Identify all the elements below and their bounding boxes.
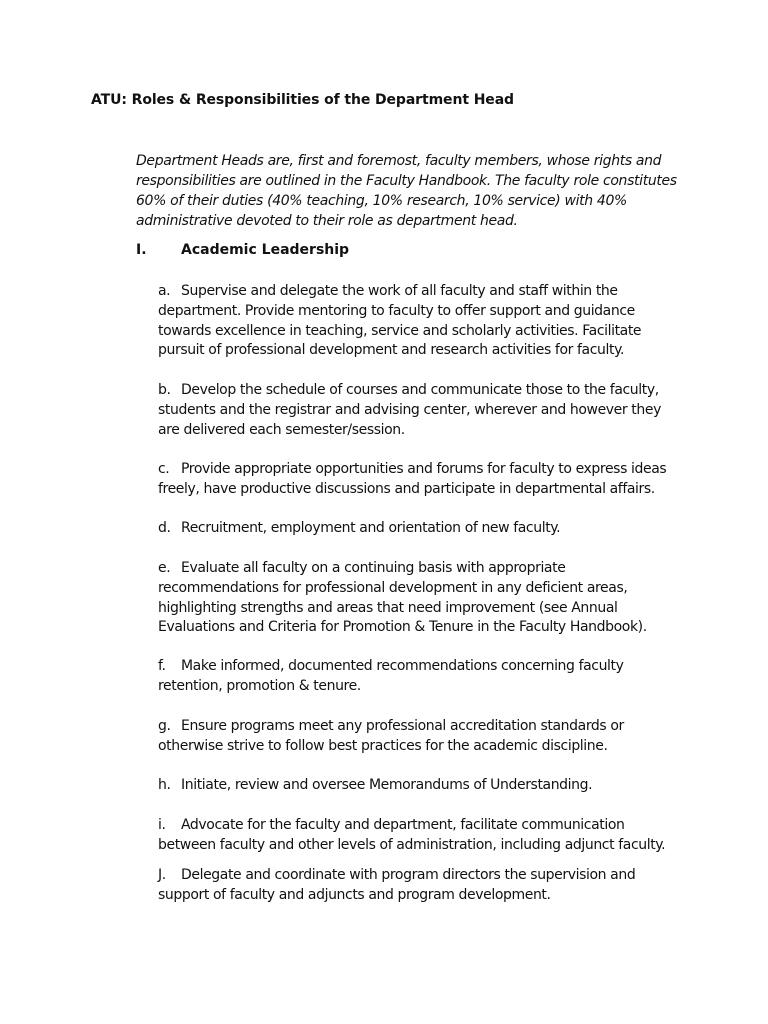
- list-item-text: Advocate for the faculty and department, facilitate communication between faculty and other levels of administration, including adjunct faculty.: [158, 817, 666, 853]
- list-item-text: Ensure programs meet any professional accreditation standards or otherwise strive to follow best practices for the academic discipline.: [158, 718, 624, 754]
- list-item-text: Delegate and coordinate with program directors the supervision and support of faculty and adjuncts and program development.: [158, 867, 636, 903]
- list-item-d: [158, 519, 678, 539]
- list-item-c: [158, 460, 678, 500]
- list-item-text: Develop the schedule of courses and communicate those to the faculty, students and the registrar and advising center, wherever and however they are delivered each semester/session.: [158, 382, 661, 438]
- list-item-letter: f.: [158, 658, 166, 674]
- intro-paragraph: Department Heads are, first and foremost, faculty members, whose rights and responsibilities are outlined in the Faculty Handbook. The faculty role constitutes 60% of their duties (40% teaching, 10% research, 10% service) with 40% administrative devoted to their role as department head.: [136, 153, 677, 229]
- section-heading: [136, 242, 349, 258]
- list-item-i: [158, 816, 678, 856]
- section-number: I.: [136, 242, 147, 258]
- list-item-g: [158, 717, 678, 757]
- document-title: ATU: Roles & Responsibilities of the Department Head: [91, 92, 514, 108]
- list-item-j: [158, 866, 678, 906]
- list-item-letter: b.: [158, 382, 171, 398]
- list-item-e: [158, 559, 678, 638]
- list-item-text: Provide appropriate opportunities and forums for faculty to express ideas freely, have productive discussions and participate in departmental affairs.: [158, 461, 667, 497]
- list-item-letter: c.: [158, 461, 170, 477]
- list-item-a: [158, 282, 678, 361]
- list-item-text: Make informed, documented recommendations concerning faculty retention, promotion & tenure.: [158, 658, 624, 694]
- list-item-text: Initiate, review and oversee Memorandums of Understanding.: [181, 777, 593, 793]
- list-item-letter: g.: [158, 718, 171, 734]
- list-item-text: Recruitment, employment and orientation of new faculty.: [181, 520, 561, 536]
- list-item-letter: h.: [158, 777, 171, 793]
- list-item-text: Supervise and delegate the work of all faculty and staff within the department. Provide mentoring to faculty to offer support and guidance towards excellence in teaching, service and scholarly activities. Facilitate pursuit of professional development and research activities for faculty.: [158, 283, 642, 359]
- list-item-text: Evaluate all faculty on a continuing basis with appropriate recommendations for professional development in any deficient areas, highlighting strengths and areas that need improvement (see Annual Evaluations and Criteria for Promotion & Tenure in the Faculty Handbook).: [158, 560, 647, 636]
- list-item-b: [158, 381, 678, 440]
- list-item-h: [158, 776, 678, 796]
- list-item-f: [158, 657, 678, 697]
- list-item-letter: a.: [158, 283, 171, 299]
- list-item-letter: J.: [158, 867, 166, 883]
- list-item-letter: d.: [158, 520, 171, 536]
- list-item-letter: i.: [158, 817, 166, 833]
- list-item-letter: e.: [158, 560, 171, 576]
- section-title: Academic Leadership: [181, 242, 350, 258]
